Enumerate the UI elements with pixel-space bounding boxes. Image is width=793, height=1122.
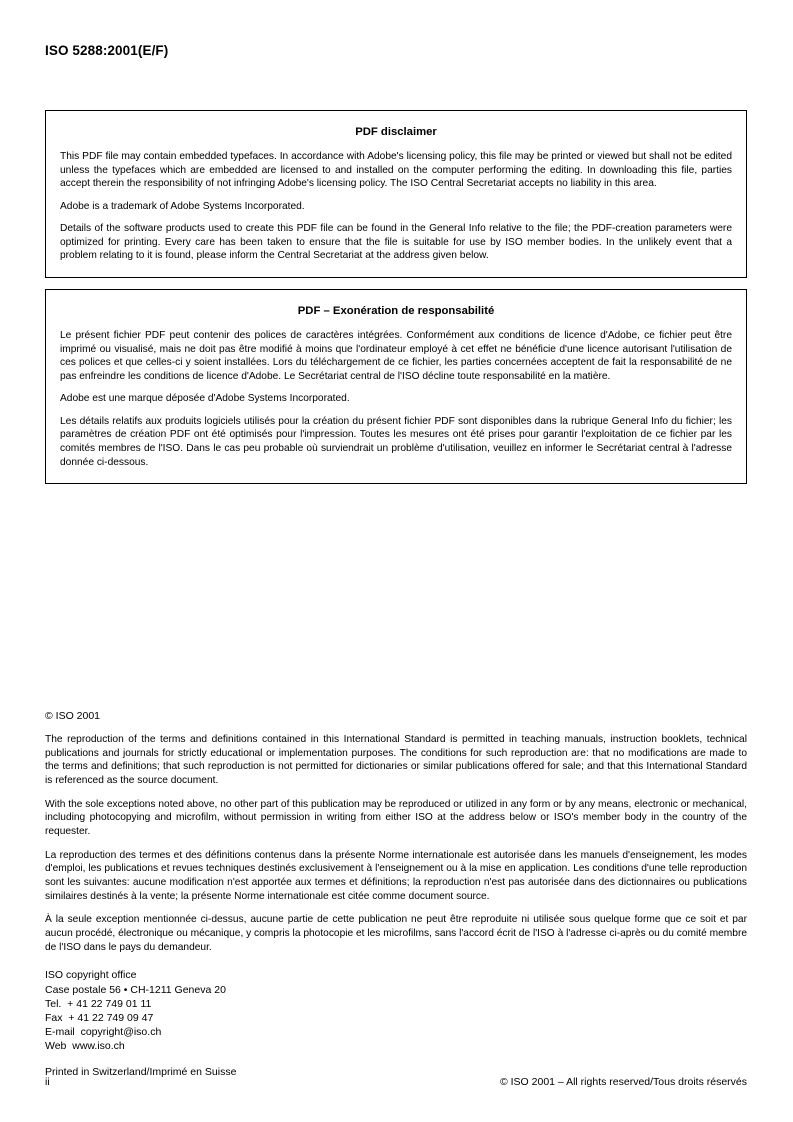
- pdf-disclaimer-english-paragraph: Adobe is a trademark of Adobe Systems Incorporated.: [60, 200, 305, 212]
- page-header-standard-ref: ISO 5288:2001(E/F): [45, 43, 169, 58]
- copyright-block: [45, 710, 747, 1078]
- pdf-disclaimer-english-paragraph: Details of the software products used to create this PDF file can be found in the General Info relative to the file; the PDF-creation parameters were optimized for printing. Every care has been taken to ensure that the file is suitable for use by ISO member bodies. In the unlikely event that a problem relating to it is found, please inform the Central Secretariat at the address given below.: [60, 223, 732, 262]
- printed-in-statement: Printed in Switzerland/Imprimé en Suisse: [45, 1066, 237, 1079]
- copyright-paragraph: La reproduction des termes et des définitions contenus dans la présente Norme internationale est autorisée dans les manuels d'enseignement, les modes d'emploi, les publications et revues techniques destinés exclusivement à l'enseignement ou à la mise en application. Les conditions d'une telle reproduction sont les suivantes: aucune modification n'est apportée aux termes et définitions; la reproduction n'est pas autorisée dans des dictionnaires ou publications similaires destinés à la vente; la présente Norme internationale est citée comme document source.: [45, 849, 747, 902]
- pdf-disclaimer-french-paragraph: Le présent fichier PDF peut contenir des polices de caractères intégrées. Conformément aux conditions de licence d'Adobe, ce fichier peut être imprimé ou visualisé, mais ne doit pas être modifié à moins que l'ordinateur employé à cet effet ne bénéficie d'une licence autorisant l'utilisation de ces polices et que celles-ci y soient installées. Lors du téléchargement de ce fichier, les parties concernées acceptent de fait la responsabilité de ne pas enfreindre les conditions de licence d'Adobe. Le Secrétariat central de l'ISO décline toute responsabilité en la matière.: [60, 330, 732, 382]
- pdf-disclaimer-english-title: PDF disclaimer: [355, 126, 437, 138]
- copyright-office-web: Web www.iso.ch: [45, 1040, 125, 1053]
- pdf-disclaimer-french-paragraph: Les détails relatifs aux produits logiciels utilisés pour la création du présent fichier PDF sont disponibles dans la rubrique General Info du fichier; les paramètres de création PDF ont été optimisés pour l'impression. Toutes les mesures ont été prises pour garantir l'exploitation de ce fichier par les comités membres de l'ISO. Dans le cas peu probable où surviendrait un problème d'utilisation, veuillez en informer le Secrétariat central à l'adresse donnée ci-dessous.: [60, 415, 732, 468]
- copyright-paragraph: With the sole exceptions noted above, no other part of this publication may be reproduced or utilized in any form or by any means, electronic or mechanical, including photocopying and microfilm, without permission in writing from either ISO at the address below or ISO's member body in the country of the requester.: [45, 798, 747, 838]
- footer-rights-statement: © ISO 2001 – All rights reserved/Tous droits réservés: [499, 1076, 747, 1088]
- pdf-disclaimer-french-title: PDF – Exonération de responsabilité: [297, 305, 495, 317]
- copyright-notice: © ISO 2001: [45, 710, 101, 722]
- copyright-contact-details: [45, 968, 747, 1053]
- pdf-disclaimer-english-box: [45, 110, 747, 278]
- copyright-office-tel: Tel. + 41 22 749 01 11: [45, 997, 152, 1010]
- copyright-office-name: ISO copyright office: [45, 969, 137, 982]
- footer-page-number: ii: [45, 1076, 50, 1088]
- pdf-disclaimer-english-paragraph: This PDF file may contain embedded typefaces. In accordance with Adobe's licensing policy, this file may be printed or viewed but shall not be edited unless the typefaces which are embedded are licensed to and installed on the computer performing the editing. In downloading this file, parties accept therein the responsibility of not infringing Adobe's licensing policy. The ISO Central Secretariat accepts no liability in this area.: [60, 151, 732, 190]
- pdf-disclaimer-french-box: [45, 289, 747, 484]
- copyright-office-fax: Fax + 41 22 749 09 47: [45, 1011, 154, 1024]
- pdf-disclaimer-french-paragraph: Adobe est une marque déposée d'Adobe Systems Incorporated.: [60, 393, 350, 405]
- copyright-paragraph: The reproduction of the terms and definitions contained in this International Standard is permitted in teaching manuals, instruction booklets, technical publications and journals for strictly educational or implementation purposes. The conditions for such reproduction are: that no modifications are made to the terms and definitions; that such reproduction is not permitted for dictionaries or similar publications offered for sale; and that this International Standard is referenced as the source document.: [45, 734, 747, 787]
- copyright-paragraph: À la seule exception mentionnée ci-dessus, aucune partie de cette publication ne peut être reproduite ni utilisée sous quelque forme que ce soit et par aucun procédé, électronique ou mécanique, y compris la photocopie et les microfilms, sans l'accord écrit de l'ISO à l'adresse ci-après ou du comité membre de l'ISO dans le pays du demandeur.: [45, 914, 747, 953]
- copyright-office-address: Case postale 56 • CH-1211 Geneva 20: [45, 983, 226, 996]
- copyright-office-email: E-mail copyright@iso.ch: [45, 1026, 162, 1039]
